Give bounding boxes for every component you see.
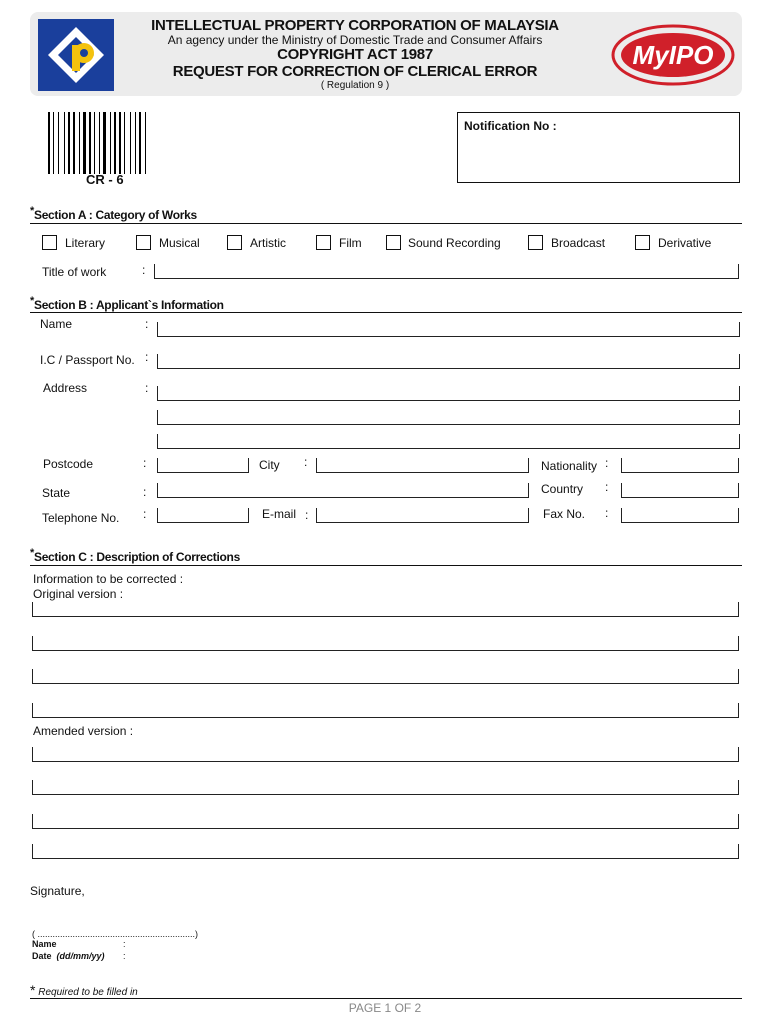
- barcode-bar: [135, 112, 136, 174]
- section-c-rule: [30, 565, 742, 566]
- barcode-bar: [103, 112, 106, 174]
- form-title: REQUEST FOR CORRECTION OF CLERICAL ERROR: [172, 63, 538, 80]
- country-label: Country: [541, 482, 584, 496]
- checkbox-musical[interactable]: [136, 235, 151, 250]
- barcode-bar: [64, 112, 65, 174]
- amended-line-4[interactable]: [32, 842, 739, 859]
- required-note: * Required to be filled in: [30, 982, 138, 998]
- signature-label: Signature,: [30, 884, 85, 898]
- original-line-1[interactable]: [32, 600, 739, 617]
- colon: :: [605, 506, 609, 520]
- ic-passport-label: I.C / Passport No.: [40, 353, 135, 367]
- barcode-bar: [94, 112, 95, 174]
- myipo-emblem-logo: [38, 19, 114, 91]
- telephone-label: Telephone No.: [42, 511, 120, 525]
- barcode-bar: [110, 112, 111, 174]
- barcode-bar: [58, 112, 59, 174]
- barcode-bar: [139, 112, 141, 174]
- nationality-label: Nationality: [541, 459, 598, 473]
- address-field-3[interactable]: [157, 432, 740, 449]
- checkbox-artistic[interactable]: [227, 235, 242, 250]
- amended-version-label: Amended version :: [33, 724, 134, 738]
- colon: :: [143, 507, 147, 521]
- section-a-title: *Section A : Category of Works: [30, 205, 197, 222]
- state-field[interactable]: [157, 481, 529, 498]
- barcode-bar: [114, 112, 116, 174]
- postcode-field[interactable]: [157, 456, 249, 473]
- barcode-bar: [99, 112, 100, 174]
- barcode-bar: [48, 112, 50, 174]
- checkbox-film[interactable]: [316, 235, 331, 250]
- barcode-bar: [119, 112, 121, 174]
- colon: :: [305, 508, 309, 522]
- colon: :: [123, 951, 126, 961]
- title-of-work-field[interactable]: [154, 262, 739, 279]
- email-label: E-mail: [262, 507, 297, 521]
- colon: :: [143, 456, 147, 470]
- state-label: State: [42, 486, 71, 500]
- checkbox-sound-recording[interactable]: [386, 235, 401, 250]
- postcode-label: Postcode: [43, 457, 94, 471]
- original-line-3[interactable]: [32, 667, 739, 684]
- colon: :: [605, 480, 609, 494]
- act-title: COPYRIGHT ACT 1987: [277, 46, 433, 63]
- category-label: Broadcast: [551, 236, 606, 250]
- category-label: Artistic: [250, 236, 286, 250]
- barcode: [48, 112, 172, 174]
- checkbox-derivative[interactable]: [635, 235, 650, 250]
- category-label: Musical: [159, 236, 200, 250]
- country-field[interactable]: [621, 481, 739, 498]
- original-line-4[interactable]: [32, 701, 739, 718]
- barcode-bar: [73, 112, 75, 174]
- colon: :: [145, 317, 149, 331]
- address-field-1[interactable]: [157, 384, 740, 401]
- org-name: INTELLECTUAL PROPERTY CORPORATION OF MALAYSIA: [151, 17, 559, 34]
- form-code: CR - 6: [86, 172, 124, 187]
- amended-line-1[interactable]: [32, 745, 739, 762]
- nationality-field[interactable]: [621, 456, 739, 473]
- barcode-bar: [124, 112, 125, 174]
- notification-label: Notification No :: [464, 119, 557, 133]
- original-line-2[interactable]: [32, 634, 739, 651]
- address-field-2[interactable]: [157, 408, 740, 425]
- barcode-bar: [79, 112, 80, 174]
- barcode-bar: [145, 112, 146, 174]
- amended-line-3[interactable]: [32, 812, 739, 829]
- colon: :: [304, 455, 308, 469]
- colon: :: [605, 456, 609, 470]
- fax-label: Fax No.: [543, 507, 586, 521]
- barcode-bar: [68, 112, 70, 174]
- colon: :: [142, 263, 146, 277]
- page-number: PAGE 1 OF 2: [348, 1001, 422, 1015]
- city-label: City: [259, 458, 280, 472]
- barcode-bar: [130, 112, 131, 174]
- email-field[interactable]: [316, 506, 529, 523]
- regulation-note: ( Regulation 9 ): [320, 80, 390, 91]
- title-of-work-label: Title of work: [42, 265, 107, 279]
- barcode-bar: [53, 112, 54, 174]
- category-label: Derivative: [658, 236, 712, 250]
- section-c-title: *Section C : Description of Corrections: [30, 547, 240, 564]
- address-label: Address: [43, 381, 88, 395]
- category-label: Film: [339, 236, 362, 250]
- section-a-rule: [30, 223, 742, 224]
- colon: :: [123, 939, 126, 949]
- colon: :: [145, 350, 149, 364]
- fax-field[interactable]: [621, 506, 739, 523]
- original-version-label: Original version :: [33, 587, 124, 601]
- brand-text: MyIPO: [632, 40, 714, 70]
- date-label: Date (dd/mm/yy): [32, 951, 105, 961]
- telephone-field[interactable]: [157, 506, 249, 523]
- checkbox-broadcast[interactable]: [528, 235, 543, 250]
- amended-line-2[interactable]: [32, 778, 739, 795]
- name-field[interactable]: [157, 320, 740, 337]
- section-b-title: *Section B : Applicant`s Information: [30, 295, 224, 312]
- agency-line: An agency under the Ministry of Domestic Trade and Consumer Affairs: [167, 33, 543, 47]
- barcode-bar: [89, 112, 91, 174]
- ic-passport-field[interactable]: [157, 352, 740, 369]
- barcode-bar: [83, 112, 86, 174]
- signer-name-label: Name: [32, 939, 57, 949]
- footer-rule: [30, 998, 742, 999]
- signature-line[interactable]: ( ...............................................................): [32, 929, 199, 939]
- category-label: Sound Recording: [408, 236, 501, 250]
- myipo-brand-logo: [610, 20, 736, 90]
- info-to-correct-label: Information to be corrected :: [33, 572, 184, 586]
- category-label: Literary: [65, 236, 106, 250]
- name-label: Name: [40, 317, 73, 331]
- city-field[interactable]: [316, 456, 529, 473]
- notification-box[interactable]: [457, 112, 740, 183]
- checkbox-literary[interactable]: [42, 235, 57, 250]
- colon: :: [145, 381, 149, 395]
- section-b-rule: [30, 312, 742, 313]
- colon: :: [143, 485, 147, 499]
